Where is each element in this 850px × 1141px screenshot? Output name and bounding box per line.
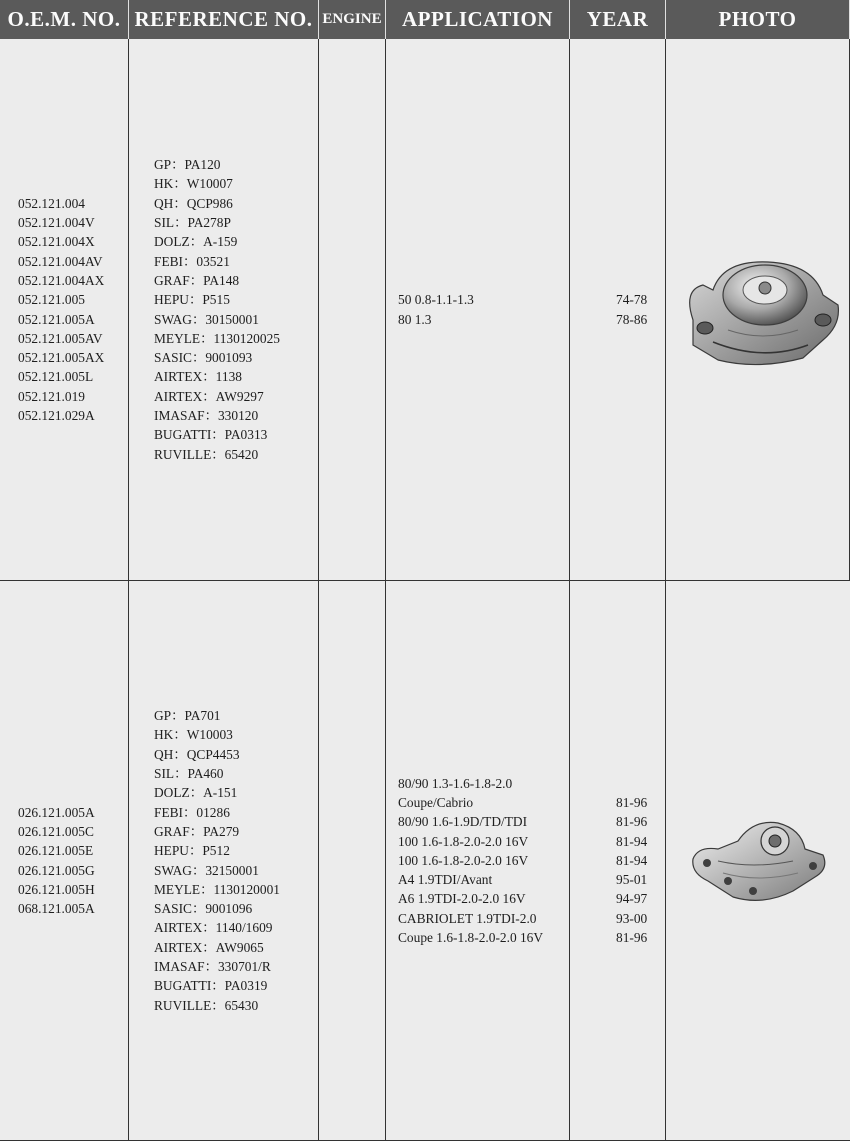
row2-engine-cell: [319, 581, 386, 1141]
cell-line: BUGATTI：PA0313: [154, 427, 268, 443]
cell-line: GP：PA120: [154, 157, 221, 173]
cell-line: FEBI：01286: [154, 804, 230, 820]
cell-line: 78-86: [616, 311, 648, 327]
row1-engine-cell: [319, 39, 386, 581]
cell-line: 052.121.005A: [18, 311, 95, 327]
row2-application-cell: [386, 581, 570, 1141]
cell-line: QH：QCP986: [154, 195, 233, 211]
cell-line: HEPU：P515: [154, 292, 230, 308]
cell-line: DOLZ：A-151: [154, 785, 238, 801]
cell-line: SWAG：32150001: [154, 862, 259, 878]
header-application: APPLICATION: [386, 0, 570, 39]
cell-line: GRAF：PA279: [154, 823, 240, 839]
cell-line: 95-01: [616, 872, 648, 888]
header-year: YEAR: [570, 0, 666, 39]
cell-line: 81-96: [616, 794, 648, 810]
cell-line: QH：QCP4453: [154, 746, 240, 762]
cell-line: IMASAF：330120: [154, 407, 259, 423]
row1-reference-cell: [129, 39, 319, 581]
cell-line: 80/90 1.6-1.9D/TD/TDI: [398, 814, 528, 830]
water-pump-housing-image: [673, 250, 843, 370]
cell-line: MEYLE：1130120025: [154, 330, 280, 346]
cell-line: AIRTEX：AW9297: [154, 388, 264, 404]
cell-line: 052.121.005AV: [18, 330, 103, 346]
cell-line: 81-96: [616, 814, 648, 830]
cell-line: 80 1.3: [398, 311, 432, 327]
cell-line: 052.121.004AV: [18, 253, 103, 269]
cell-line: AIRTEX：1140/1609: [154, 920, 273, 936]
cell-line: HEPU：P512: [154, 843, 230, 859]
cell-line: FEBI：03521: [154, 253, 230, 269]
cell-line: 026.121.005E: [18, 843, 94, 859]
cell-line: SASIC：9001096: [154, 901, 253, 917]
cell-line: [616, 774, 619, 793]
cell-line: RUVILLE：65430: [154, 997, 259, 1013]
cell-line: A4 1.9TDI/Avant: [398, 872, 493, 888]
cell-line: 052.121.019: [18, 388, 85, 404]
row1-oem-cell: [0, 39, 129, 581]
cell-line: 052.121.029A: [18, 407, 95, 423]
cell-line: 50 0.8-1.1-1.3: [398, 292, 474, 308]
cell-line: IMASAF：330701/R: [154, 958, 271, 974]
header-photo: PHOTO: [666, 0, 850, 39]
cell-line: 100 1.6-1.8-2.0-2.0 16V: [398, 833, 529, 849]
header-oem: O.E.M. NO.: [0, 0, 129, 39]
cell-line: 026.121.005H: [18, 881, 95, 897]
cell-line: A6 1.9TDI-2.0-2.0 16V: [398, 891, 526, 907]
cell-line: 93-00: [616, 910, 648, 926]
cell-line: 052.121.004AX: [18, 272, 105, 288]
cell-line: 052.121.005L: [18, 369, 94, 385]
cell-line: 068.121.005A: [18, 901, 95, 917]
cell-line: BUGATTI：PA0319: [154, 978, 268, 994]
cell-line: HK：W10007: [154, 176, 233, 192]
cell-line: 052.121.004V: [18, 215, 95, 231]
cell-line: 100 1.6-1.8-2.0-2.0 16V: [398, 852, 529, 868]
cell-line: 052.121.004: [18, 195, 85, 211]
cell-line: 026.121.005C: [18, 823, 94, 839]
row2-reference-cell: [129, 581, 319, 1141]
cell-line: MEYLE：1130120001: [154, 881, 280, 897]
cell-line: HK：W10003: [154, 727, 233, 743]
cell-line: AIRTEX：1138: [154, 369, 242, 385]
cell-line: 80/90 1.3-1.6-1.8-2.0: [398, 775, 513, 791]
cell-line: SIL：PA278P: [154, 215, 231, 231]
cell-line: 052.121.004X: [18, 234, 95, 250]
cell-line: RUVILLE：65420: [154, 446, 259, 462]
cell-line: Coupe 1.6-1.8-2.0-2.0 16V: [398, 930, 544, 946]
cell-line: GP：PA701: [154, 708, 221, 724]
cell-line: 94-97: [616, 891, 648, 907]
cell-line: 81-94: [616, 833, 648, 849]
cell-line: 026.121.005G: [18, 862, 95, 878]
row1-year-cell: [570, 39, 666, 581]
cell-line: AIRTEX：AW9065: [154, 939, 264, 955]
cell-line: GRAF：PA148: [154, 272, 240, 288]
cell-line: Coupe/Cabrio: [398, 794, 474, 810]
cell-line: SWAG：30150001: [154, 311, 259, 327]
cell-line: SASIC：9001093: [154, 350, 253, 366]
cell-line: 74-78: [616, 292, 648, 308]
water-pump-flange-image: [683, 811, 833, 911]
row2-photo-cell: [666, 581, 850, 1141]
header-engine: ENGINE: [319, 0, 386, 39]
cell-line: 026.121.005A: [18, 804, 95, 820]
header-reference: REFERENCE NO.: [129, 0, 319, 39]
cell-line: 052.121.005: [18, 292, 85, 308]
row1-application-cell: [386, 39, 570, 581]
cell-line: CABRIOLET 1.9TDI-2.0: [398, 910, 537, 926]
row2-oem-cell: [0, 581, 129, 1141]
cell-line: 81-96: [616, 930, 648, 946]
cell-line: DOLZ：A-159: [154, 234, 238, 250]
row1-photo-cell: [666, 39, 850, 581]
cell-line: SIL：PA460: [154, 766, 224, 782]
cell-line: 052.121.005AX: [18, 350, 105, 366]
row2-year-cell: [570, 581, 666, 1141]
cell-line: 81-94: [616, 852, 648, 868]
